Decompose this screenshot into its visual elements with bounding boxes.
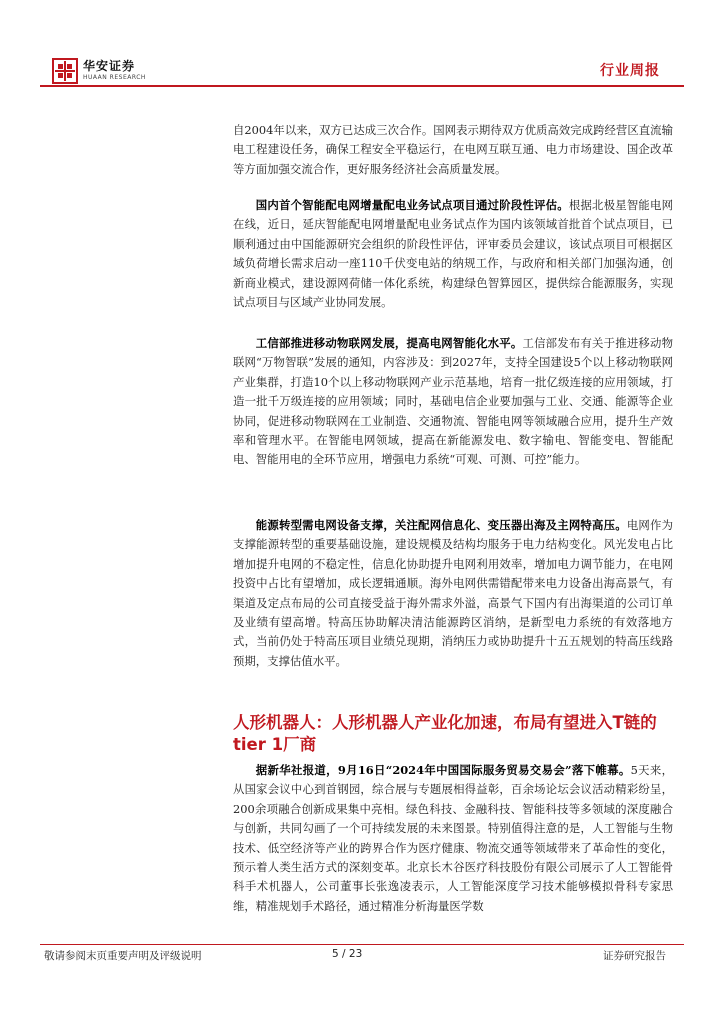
footer-divider: [40, 944, 684, 945]
footer-disclaimer: 敬请参阅末页重要声明及评级说明: [44, 950, 202, 962]
logo-text-cn: 华安证券: [83, 59, 136, 73]
section-heading-humanoid-robots: 人形机器人：人形机器人产业化加速，布局有望进入T链的tier 1厂商: [233, 713, 657, 754]
paragraph-smart-distribution: [233, 196, 673, 312]
paragraph-iot: [233, 334, 673, 470]
paragraph-lead: 工信部推进移动物联网发展，提高电网智能化水平。: [255, 336, 523, 350]
paragraph-text: 自2004年以来，双方已达成三次合作。国网表示期待双方优质高效完成跨经营区直流输电工程建设任务，确保工程安全平稳运行，在电网互联互通、电力市场建设、国企改革等方面加强交流合作，更好服务经济社会高质量发展。: [233, 123, 673, 176]
paragraph-lead: 据新华社报道，9月16日“2024年中国国际服务贸易交易会”落下帷幕。: [255, 763, 631, 777]
report-type-title: 行业周报: [600, 63, 660, 79]
footer-doc-type: 证券研究报告: [603, 950, 666, 962]
company-logo: [52, 56, 172, 86]
header-divider: [40, 85, 684, 87]
paragraph-grid-equipment: [233, 516, 673, 671]
huaan-logo-icon: [52, 58, 78, 84]
paragraph-text: 根据北极星智能电网在线，近日，延庆智能配电网增量配电业务试点作为国内该领域首批首个试点项目，已顺利通过由中国能源研究会组织的阶段性评估，评审委员会建议，该试点项目可根据区域负荷增长需求启动一座110千伏变电站的纳规工作，与政府和相关部门加强沟通，创新商业模式，建设源网荷储一体化系统，构建绿色智算园区，提供综合能源服务，实现试点项目与区域产业协同发展。: [233, 198, 673, 310]
paragraph-humanoid-robots: [233, 761, 673, 916]
logo-text-en: HUAAN RESEARCH: [83, 74, 146, 81]
page-header: [40, 54, 684, 88]
paragraph-lead: 国内首个智能配电网增量配电业务试点项目通过阶段性评估。: [255, 198, 569, 212]
page-footer: [40, 944, 684, 974]
paragraph-text: 5天来，从国家会议中心到首钢园，综合展与专题展相得益彰，百余场论坛会议活动精彩纷呈，200余项融合创新成果集中亮相。绿色科技、金融科技、智能科技等多领域的深度融合与创新，共同勾画了一个可持续发展的未来图景。特别值得注意的是，人工智能与生物技术、低空经济等产业的跨界合作为医疗健康、物流交通等领域带来了革命性的变化，预示着人类生活方式的深刻变革。北京长木谷医疗科技股份有限公司展示了人工智能骨科手术机器人，公司董事长张逸凌表示，人工智能深度学习技术能够模拟骨科专家思维，精准规划手术路径，通过精准分析海量医学数: [233, 763, 674, 913]
paragraph-lead: 能源转型需电网设备支撑，关注配网信息化、变压器出海及主网特高压。: [255, 518, 627, 532]
paragraph-text: 工信部发布有关于推进移动物联网“万物智联”发展的通知，内容涉及：到2027年，支持全国建设5个以上移动物联网产业集群，打造10个以上移动物联网产业示范基地，培育一批亿级连接的应用领域，打造一批千万级连接的应用领域；同时，基础电信企业要加强与工业、交通、能源等企业协同，促进移动物联网在工业制造、交通物流、智能电网等领域融合应用，提升生产效率和管理水平。在智能电网领域，提高在新能源发电、数字输电、智能变电、智能配电、智能用电的全环节应用，增强电力系统“可观、可测、可控”能力。: [233, 336, 673, 467]
paragraph-cooperation: [233, 121, 673, 179]
paragraph-text: 电网作为支撑能源转型的重要基础设施，建设规模及结构均服务于电力结构变化。风光发电占比增加提升电网的不稳定性，信息化协助提升电网利用效率，增加电力调节能力，在电网投资中占比有望增加，成长逻辑通顺。海外电网供需错配带来电力设备出海高景气，有渠道及定点布局的公司直接受益于海外需求外溢，高景气下国内有出海渠道的公司订单及业绩有望高增。特高压协助解决清洁能源跨区消纳，是新型电力系统的有效落地方式，当前仍处于特高压项目业绩兑现期，消纳压力或协助提升十五五规划的特高压线路预期，支撑估值水平。: [233, 518, 673, 668]
page-number: 5 / 23: [332, 948, 363, 960]
